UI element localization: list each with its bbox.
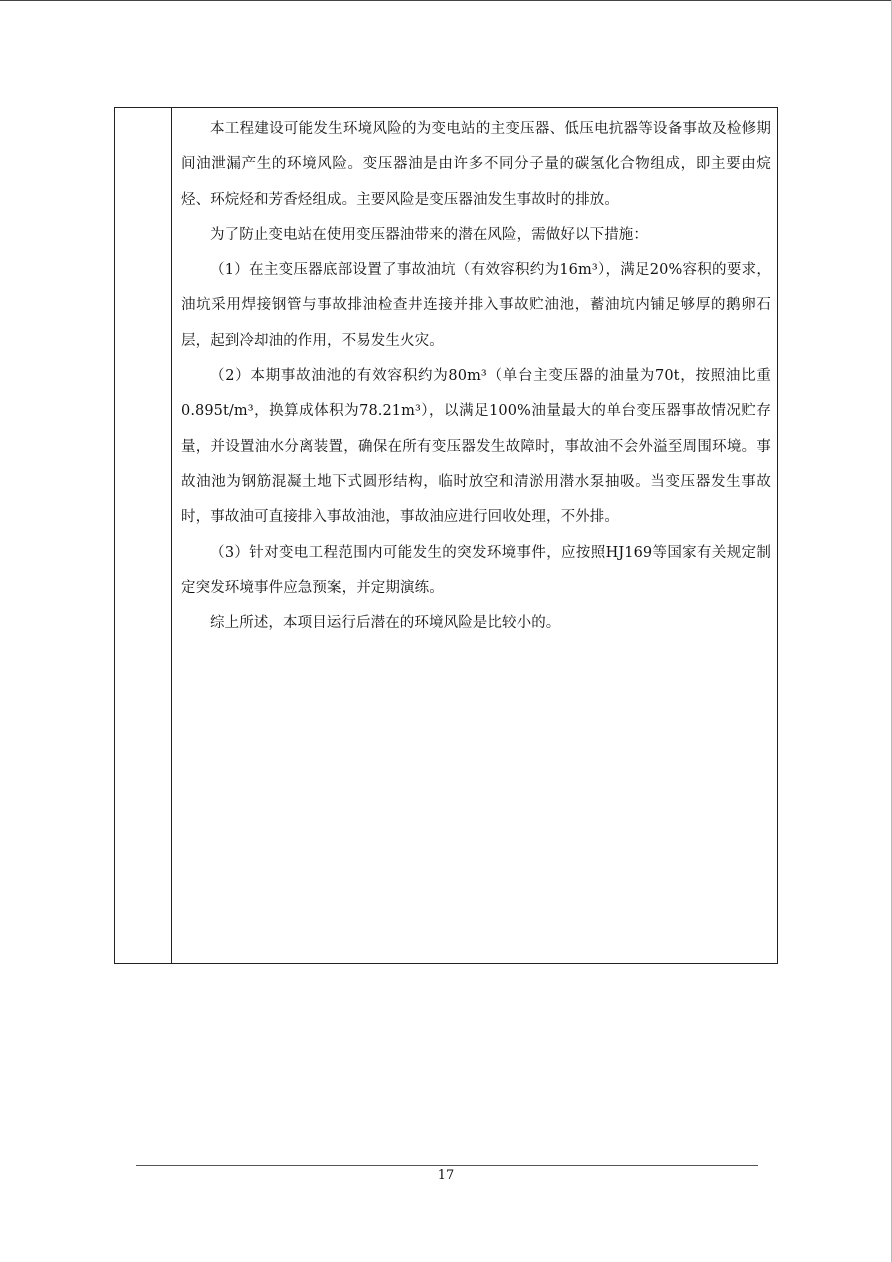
- table-content-cell: [181, 112, 771, 641]
- page-number: 17: [437, 1168, 455, 1183]
- paragraph-measures-intro: 为了防止变电站在使用变压器油带来的潜在风险，需做好以下措施：: [210, 226, 648, 243]
- paragraph-measure-2: （2）本期事故油池的有效容积约为80m³（单台主变压器的油量为70t，按照油比重0.895t/m³，换算成体积为78.21m³），以满足100%油量最大的单台变压器事故情况贮存量，并设置油水分离装置，确保在所有变压器发生故障时，事故油不会外溢至周围环境。事故油池为钢筋混凝土地下式圆形结构，临时放空和清淤用潜水泵抽吸。当变压器发生事故时，事故油可直接排入事故油池，事故油应进行回收处理，不外排。: [181, 368, 771, 526]
- paragraph-measure-3: （3）针对变电工程范围内可能发生的突发环境事件，应按照HJ169等国家有关规定制定突发环境事件应急预案，并定期演练。: [181, 544, 771, 596]
- paragraph-measure-1: （1）在主变压器底部设置了事故油坑（有效容积约为16m³），满足20%容积的要求，油坑采用焊接钢管与事故排油检查井连接并排入事故贮油池，蓄油坑内铺足够厚的鹅卵石层，起到冷却油的作用，不易发生火灾。: [181, 262, 771, 349]
- paragraph-risk-source: 本工程建设可能发生环境风险的为变电站的主变压器、低压电抗器等设备事故及检修期间油泄漏产生的环境风险。变压器油是由许多不同分子量的碳氢化合物组成，即主要由烷烃、环烷烃和芳香烃组成。主要风险是变压器油发生事故时的排放。: [181, 121, 771, 208]
- table-label-column: [115, 108, 172, 963]
- paragraph-conclusion: 综上所述，本项目运行后潜在的环境风险是比较小的。: [210, 615, 561, 632]
- footer-divider: [136, 1165, 758, 1166]
- content-table: [114, 107, 778, 964]
- top-border-line: [0, 0, 892, 1]
